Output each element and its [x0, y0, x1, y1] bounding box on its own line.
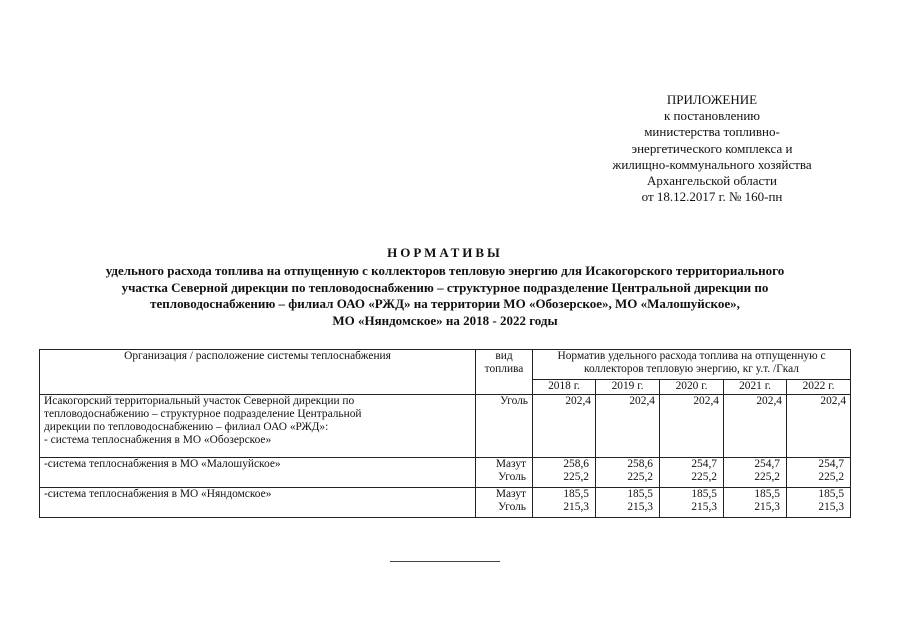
value: 185,5 [754, 488, 780, 500]
header-year: 2022 г. [787, 380, 851, 395]
value-cell [660, 488, 724, 518]
org-line: Исакогорский территориальный участок Северной дирекции по [44, 395, 355, 407]
value-cell [787, 488, 851, 518]
value: 254,7 [754, 458, 780, 470]
value-cell [596, 458, 660, 488]
appendix-line: Архангельской области [647, 173, 777, 189]
title-line: участка Северной дирекции по тепловодоснабжению – структурное подразделение Центральной дирекции по [121, 279, 769, 295]
value: 185,5 [563, 488, 589, 500]
value: 225,2 [818, 471, 845, 483]
value: 185,5 [627, 488, 653, 500]
fuel-type: Мазут [495, 458, 526, 470]
value: 215,3 [754, 501, 780, 513]
value-cell [724, 488, 787, 518]
fuel-type: Уголь [498, 501, 526, 513]
value: 254,7 [691, 458, 717, 470]
value-cell [596, 488, 660, 518]
separator-line [390, 561, 500, 562]
appendix-block [592, 92, 832, 205]
table-row [40, 488, 851, 518]
value-cell: 202,4 [533, 395, 596, 458]
title-line: МО «Няндомское» на 2018 - 2022 годы [332, 312, 558, 328]
appendix-line: к постановлению [663, 108, 761, 124]
header-norm: Норматив удельного расхода топлива на отпущенную с коллекторов тепловую энергию, кг у.т. /Гкал [533, 350, 851, 380]
header-year: 2019 г. [596, 380, 660, 395]
title-main: НОРМАТИВЫ [387, 245, 503, 260]
title-line: удельного расхода топлива на отпущенную с коллекторов тепловую энергию для Исакогорского территориального [105, 263, 785, 279]
value-cell [533, 458, 596, 488]
value-cell [533, 488, 596, 518]
table-row [40, 395, 851, 458]
value: 258,6 [563, 458, 589, 470]
value: 215,3 [563, 501, 589, 513]
value: 215,3 [691, 501, 717, 513]
appendix-heading: ПРИЛОЖЕНИЕ [666, 92, 758, 107]
appendix-line: энергетического комплекса и [631, 140, 793, 156]
value: 185,5 [691, 488, 717, 500]
value: 225,2 [754, 471, 780, 483]
value-cell: 202,4 [724, 395, 787, 458]
header-year: 2018 г. [533, 380, 596, 395]
header-year: 2020 г. [660, 380, 724, 395]
appendix-line: жилищно-коммунального хозяйства [612, 156, 812, 172]
fuel-cell [476, 488, 533, 518]
org-cell [40, 395, 476, 458]
header-fuel: вид топлива [476, 350, 533, 395]
appendix-date-number: от 18.12.2017 г. № 160-пн [641, 189, 783, 205]
value-cell: 202,4 [787, 395, 851, 458]
header-year: 2021 г. [724, 380, 787, 395]
fuel-type: Мазут [495, 488, 526, 500]
value: 225,2 [627, 471, 653, 483]
value: 185,5 [818, 488, 845, 500]
value-cell: 202,4 [660, 395, 724, 458]
title-line: тепловодоснабжению – филиал ОАО «РЖД» на территории МО «Обозерское», МО «Малошуйское», [150, 296, 740, 312]
value-cell [724, 458, 787, 488]
norms-table [39, 349, 851, 518]
fuel-cell: Уголь [476, 395, 533, 458]
value-cell: 202,4 [596, 395, 660, 458]
value: 225,2 [691, 471, 717, 483]
value-cell [660, 458, 724, 488]
org-line: тепловодоснабжению – структурное подразделение Центральной [44, 408, 362, 420]
table-row [40, 458, 851, 488]
value: 215,3 [627, 501, 653, 513]
org-cell: -система теплоснабжения в МО «Няндомское» [40, 488, 476, 518]
value: 254,7 [818, 458, 845, 470]
value: 258,6 [627, 458, 653, 470]
document-title [40, 245, 850, 329]
header-org: Организация / расположение системы теплоснабжения [40, 350, 476, 395]
org-line: дирекции по тепловодоснабжению – филиал ОАО «РЖД»: [44, 421, 329, 433]
org-line: - система теплоснабжения в МО «Обозерское» [44, 434, 272, 446]
value: 225,2 [563, 471, 589, 483]
fuel-type: Уголь [498, 471, 526, 483]
fuel-cell [476, 458, 533, 488]
value: 215,3 [818, 501, 845, 513]
appendix-line: министерства топливно- [644, 124, 780, 140]
org-cell: -система теплоснабжения в МО «Малошуйское» [40, 458, 476, 488]
value-cell [787, 458, 851, 488]
